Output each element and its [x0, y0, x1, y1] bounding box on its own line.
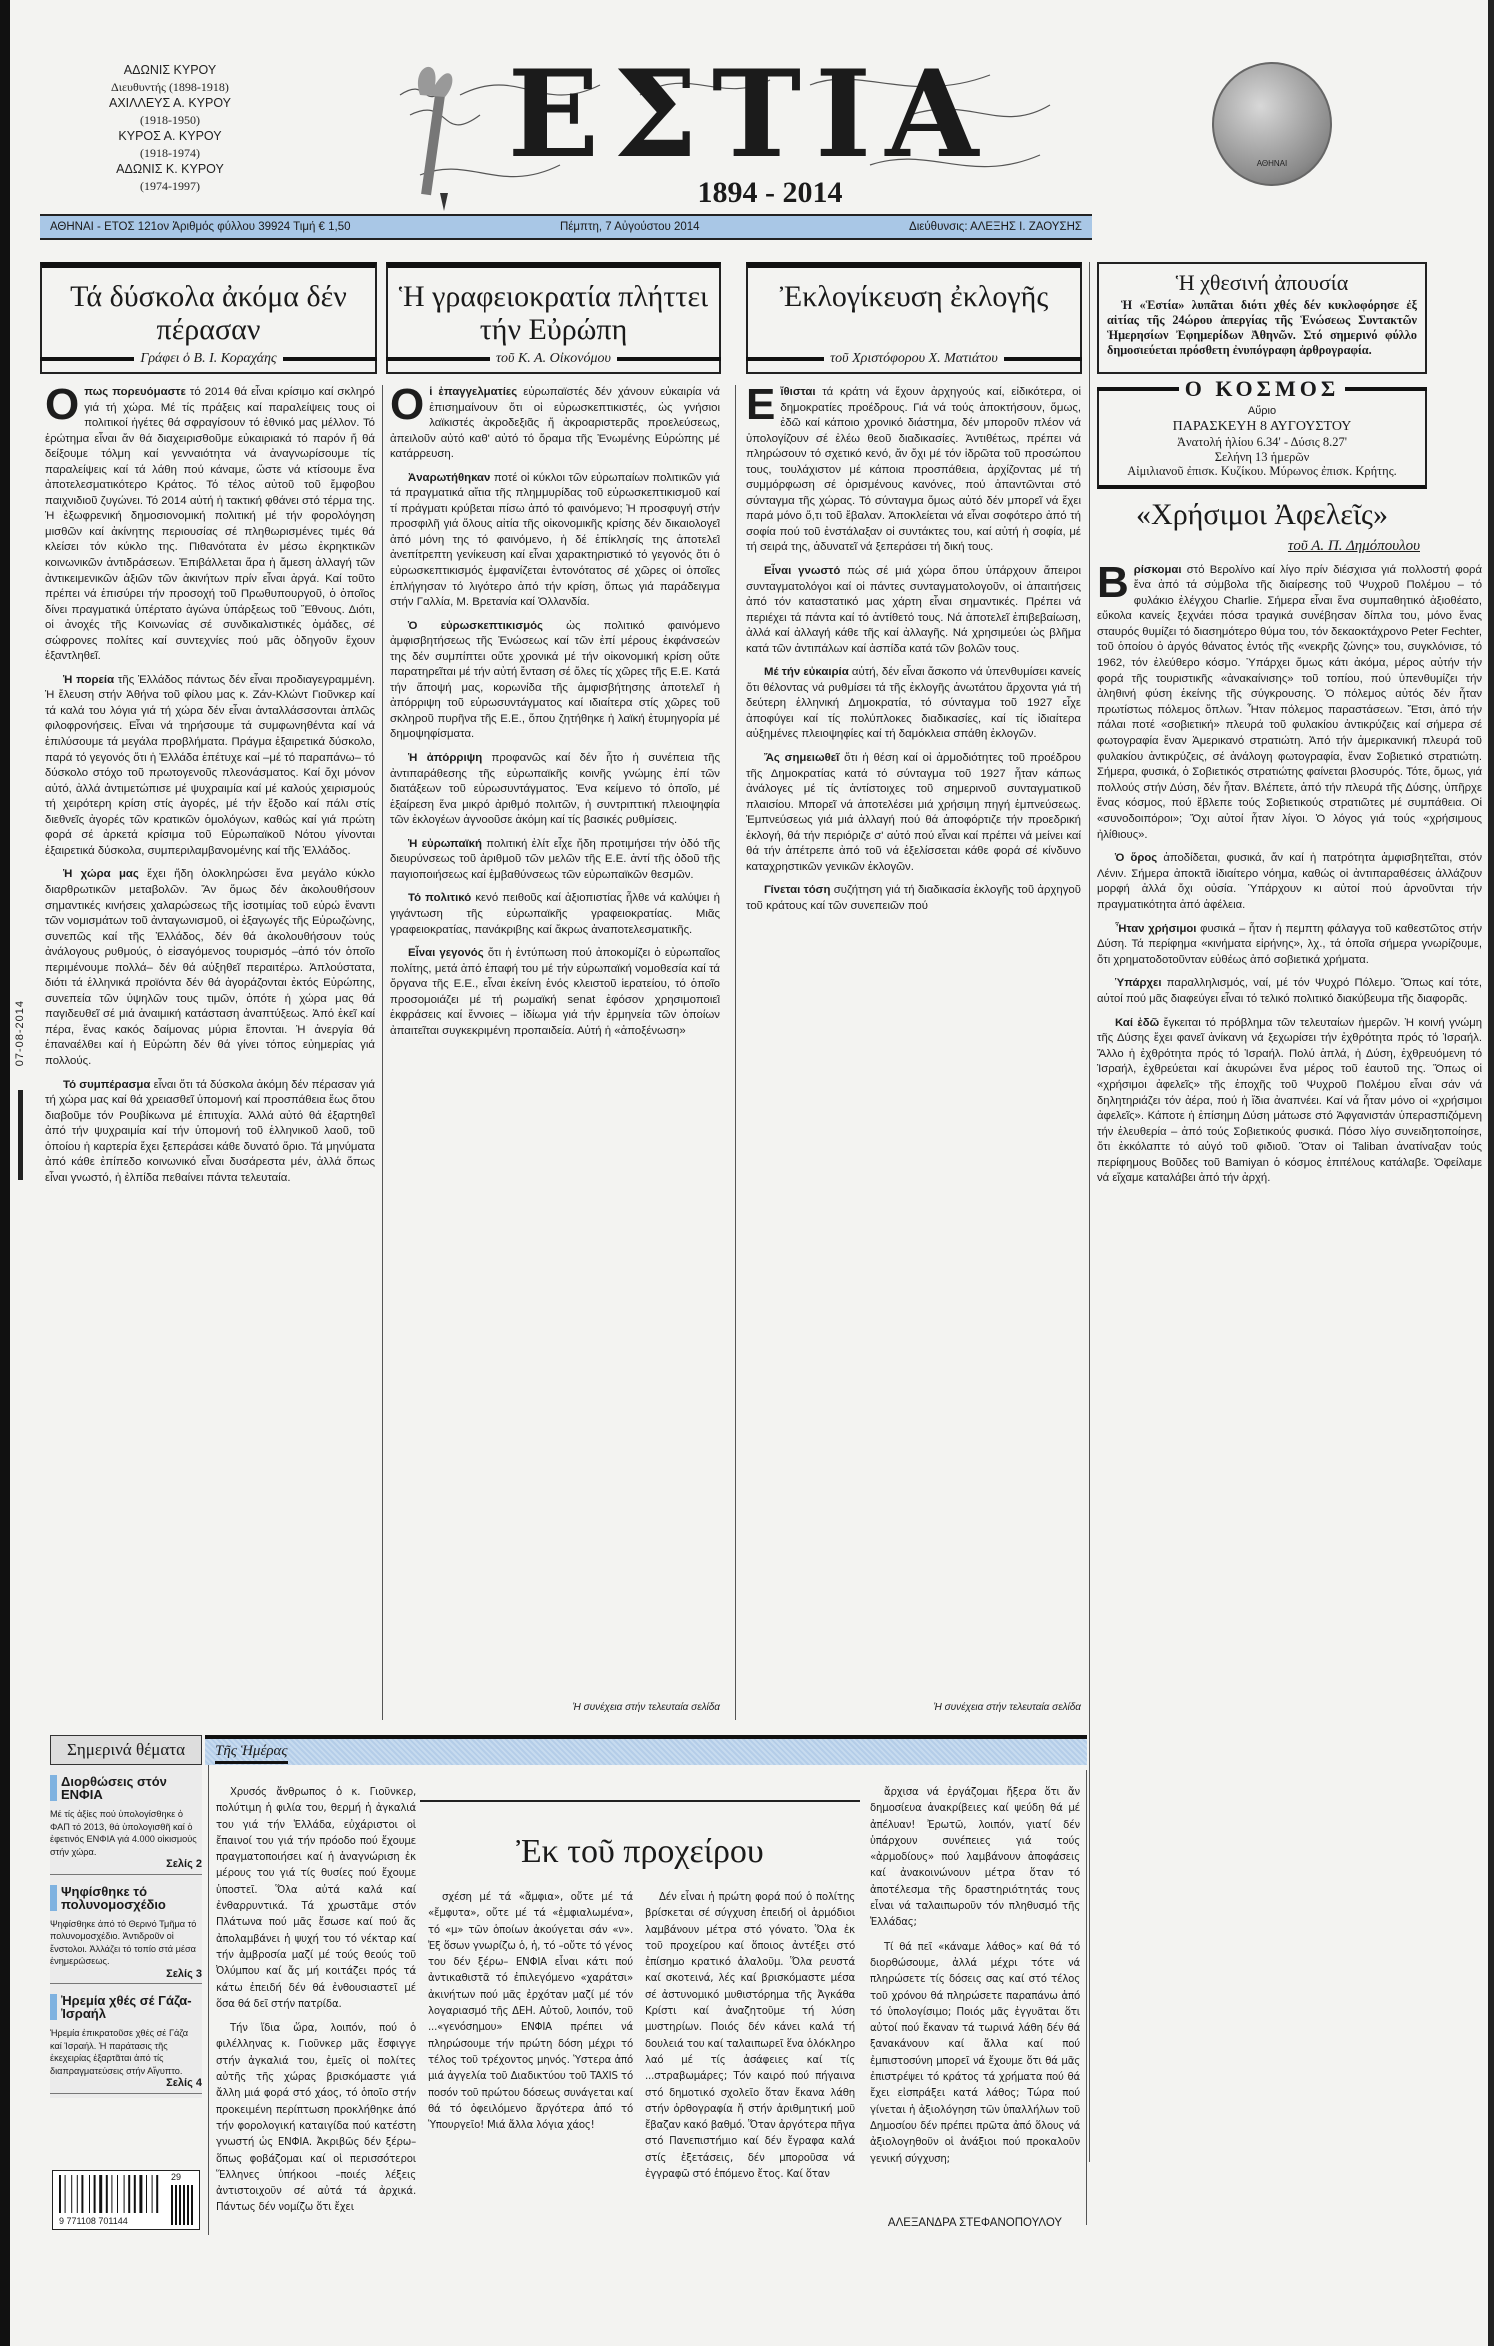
opinion-body: [1097, 563, 1482, 2156]
paragraph: Δέν εἶναι ἡ πρώτη φορά πού ὁ πολίτης βρίσκεται σέ σύγχυση ἐπειδή οἱ ἁρμόδιοι λαμβάνουν μέτρα στό γόνατο. Ὅλα ἐκ τοῦ προχείρου καί ὅποιος ἀντέξει στό ἐπίσημο κρατικό ἀλαλοῦμ. Ὅλα ρευστά καί σκοτεινά, λές καί βρισκόμαστε μέσα σέ ἀστυνομικό μυθιστόρημα τῆς Ἀγκάθα Κρίστι καί ἀναζητοῦμε τή λύση μυστηρίων. Ποιός δέν κάνει καλά τή δουλειά του καί ταλαιπωρεῖ ἕνα ὁλόκληρο λαό μέ τίς ἀσάφειες καί τίς ...στραβωμάρες; Τόν καιρό πού πήγαινα στό δημοτικό σχολεῖο ὅταν ἔκανα λάθη στήν ὀρθογραφία ἤ στήν ἀριθμητική μοῦ ἔβαζαν κακό βαθμό. Ὅταν ἀργότερα πῆγα στό Πανεπιστήμιο καί δέν ἔγραφα καλά στίς ἐξετάσεις, δέν μποροῦσα νά ἐγγραφῶ στό ἑπόμενο ἔτος. Καί ὅταν: [645, 1892, 855, 2181]
notice-text: Ἡ «Ἑστία» λυπᾶται διότι χθές δέν κυκλοφόρησε ἐξ αἰτίας τῆς 24ώρου ἀπεργίας τῆς Ἑνώσεως Συντακτῶν Ἡμερησίων Ἐφημερίδων Ἀθηνῶν. Στό σημερινό φύλλο δημοσιεύεται πρόσθετη ἐνυπόγραφη ἀρθρογραφία.: [1107, 298, 1417, 357]
paragraph-lead: Εἶναι γεγονός: [408, 947, 484, 960]
article-byline: Γράφει ὁ Β. Ι. Κοραχάης: [140, 351, 277, 366]
topic-page-ref: Σελίς 4: [166, 2077, 202, 2089]
paragraph: [390, 946, 720, 1039]
paragraph-lead: Ὑπάρχει: [1115, 977, 1162, 990]
article-body: [390, 385, 720, 1691]
opinion-byline: τοῦ Α. Π. Δημόπουλου: [1287, 537, 1420, 554]
article-headline: Ἐκλογίκευση ἐκλογῆς: [779, 280, 1049, 313]
title-rule: [420, 1800, 860, 1802]
director-years: (1974-1997): [140, 178, 200, 193]
paragraph: Χρυσός ἄνθρωπος ὁ κ. Γιοῦνκερ, πολύτιμη ἡ φιλία του, θερμή ἡ ἀγκαλιά του γιά τήν Ἑλλάδα, εὐχάριστοι οἱ ἔπαινοί του γιά τήν πρόοδο πού ἔχουμε πραγματοποιήσει καί ἡ ἀναγνώριση ἐκ μέρους του γιά τίς θυσίες πού ἔχουμε ὑποστεῖ. Ὅλα αὐτά καλά καί ἐνθαρρυντικά. Τά χρωστᾶμε στόν Πλάτωνα πού μᾶς ἔσωσε καί πού ἄς ἀπολαμβάνει ἡ ψυχή του τό νέκταρ καί τήν ἀμβροσία μαζί μέ τούς θεούς τοῦ Ὀλύμπου καί ἄς μή κοιτάζει πρός τά κάτω ἐπειδή δέν θά ἐνθουσιαστεῖ μέ ὅσα θά δεῖ στήν πατρίδα.: [216, 1787, 416, 2010]
paragraph-lead: Ἡ εὐρωπαϊκή: [408, 837, 482, 850]
paragraph-text: τῆς Ἑλλάδος πάντως δέν εἶναι προδιαγεγραμμένη. Ἡ ἔλευση στήν Ἀθήνα τοῦ φίλου μας κ. Ζάν-Κλώντ Γιοῦνκερ καί τά καλά του λόγια γιά τή χώρα δέν εἶναι ἀνταλλάσσονται ἁπλῶς φιλοφρονήσεις. Εἶναι νά τηρήσουμε τά συμφωνηθέντα καί νά ἐπιλύσουμε τά μεγάλα προβλήματα. Πράγμα ἐξαιρετικά δύσκολο, παρά τό γεγονός ὅτι ἡ Ἑλλάδα ἐπέτυχε καί –μέ τό παραπάνω– τό δύσκολο στόχο τοῦ πρωτογενοῦς πλεονάσματος. Καί ὄχι μόνον αὐτό, ἀλλά ἀντιμετώπισε μέ ψυχραιμία καί μέ καλούς χειρισμούς τή χειρότερη κρίση στίς ἀγορές, μέ τήν ἔξοδο καί πάλι στίς διεθνεῖς ἀγορές τῶν κρατικῶν ὁμολόγων, καθώς καί γιά πρώτη φορά σέ ἀρκετά κρίσιμα τοῦ Εὐρωπαϊκοῦ Νότου γίνονται ἐξαιρετικά δύσκολα, συμπεριλαμβανομένης καί τῆς Ἑλλάδος.: [45, 673, 375, 857]
issue-date: Πέμπτη, 7 Αὐγούστου 2014: [559, 221, 700, 233]
director-name: ΑΔΩΝΙΣ ΚΥΡΟΥ: [123, 63, 217, 77]
paragraph: [390, 751, 720, 829]
director-name: ΑΧΙΛΛΕΥΣ Α. ΚΥΡΟΥ: [109, 96, 231, 110]
paragraph-lead: Ἡ πορεία: [63, 673, 115, 686]
paragraph-text: ἔγκειται τό πρόβλημα τῶν τελευταίων ἡμερῶν. Ἡ κοινή γνώμη τῆς Δύσης ἔχει φανεῖ ἀνίκανη νά ξεχωρίσει τήν ἐχθρότητα πρός τό Ἰσραήλ. Ἄλλο ἡ ἐχθρότητα πρός τό Ἰσραήλ. Πολύ ἁπλά, ἡ Δύση, ἐχθρευόμενη τό Ἰσραήλ, ἐχθρεύεται καί ἀκυρώνει ἕνα μέρος τοῦ ἑαυτοῦ της. Ὅπως οἱ «χρήσιμοι ἀφελεῖς» τῆς ἐποχῆς τοῦ Ψυχροῦ Πολέμου εἶναι σάν νά δηλητηριάζει τόν ἀέρα, πού ἡ ἴδια ἀναπνέει. Καί νά ἦταν μόνο οἱ «χρήσιμοι ἀφελεῖς». Κάποτε ἡ ἐπίσημη Δύση μάτωσε στό Ἀφγανιστάν ὑπερασπιζόμενη τήν ἐλευθερία – ἀπό τούς Σοβιετικούς φυσικά. Πόσο λίγο συνειδητοποίησε, ὅτι ἐκκόλαπτε τό αὐγό τοῦ φιδιοῦ. Ὅταν οἱ Taliban ἀνατίναξαν τούς περίφημους Βοῦδες τοῦ Bamiyan ὁ κόσμος ἐπιτέλους κατάλαβε. Ὀφείλαμε νά εἴχαμε καταλάβει ἀπό τήν ἀρχή.: [1097, 1016, 1482, 1185]
article-byline: τοῦ Χριστόφορου Χ. Ματιάτου: [830, 351, 998, 366]
almanac-title: Ο ΚΟΣΜΟΣ: [1179, 376, 1346, 402]
barcode-number: 9 771108 701144: [59, 2216, 128, 2226]
continued-note: Ἡ συνέχεια στήν τελευταία σελίδα: [572, 1702, 720, 1713]
director-years: Διευθυντής (1898-1918): [111, 79, 229, 94]
paragraph: [1097, 922, 1482, 969]
topics-title: Σημερινά θέματα: [50, 1735, 202, 1765]
opinion-headline: «Χρήσιμοι Ἀφελεῖς»: [1136, 497, 1388, 531]
paragraph: [390, 385, 720, 463]
paragraph: [45, 385, 375, 665]
headline-box: [40, 262, 377, 374]
paragraph-lead: Γίνεται τόση: [764, 884, 831, 897]
newspaper-logo: [390, 44, 1070, 211]
anniversary-years: 1894 - 2014: [697, 176, 843, 209]
paragraph: [45, 867, 375, 1069]
paragraph-text: συζήτηση γιά τή διαδικασία ἐκλογῆς τοῦ ἀρχηγοῦ τοῦ κράτους καί τῶν συνεπειῶν πού: [746, 884, 1081, 912]
director-years: (1918-1950): [140, 112, 200, 127]
drop-cap: Β: [1097, 562, 1129, 607]
drop-cap: Ε: [746, 385, 776, 429]
headline-box: [746, 262, 1082, 374]
column-text: [216, 1785, 416, 2255]
saints-of-day: Αἰμιλιανοῦ ἐπισκ. Κυζίκου. Μύρωνος ἐπισκ. Κρήτης.: [1127, 464, 1397, 478]
barcode-bar: [179, 2185, 181, 2225]
paragraph-lead: Ἀναρωτήθηκαν: [408, 471, 491, 484]
emblem-text: ΑΘΗΝΑΙ: [1256, 159, 1288, 168]
barcode-bar: [191, 2185, 193, 2225]
paragraph-lead: Ἄς σημειωθεῖ: [764, 752, 840, 765]
almanac-day: ΠΑΡΑΣΚΕΥΗ 8 ΑΥΓΟΥΣΤΟΥ: [1172, 419, 1352, 434]
topic-item: [50, 1885, 202, 1985]
paragraph: [746, 385, 1081, 556]
paragraph: [1097, 851, 1482, 913]
column-text: [428, 1890, 633, 2260]
drop-cap: Ο: [390, 385, 425, 429]
paragraph-text: εὐρωπαϊστές δέν χάνουν εὐκαιρία νά ἐπισημαίνουν ὅτι οἱ εὐρωσκεπτικιστές, ὡς γνήσιοι λαϊκιστές ἀκροδεξιᾶς ἤ ἀκροαριστερᾶς προελεύσεως, ἀπειλοῦν αὐτό καθ' αὐτό τό ὅραμα τῆς Ἑνωμένης Εὐρώπης μέ κατάρρευση.: [390, 386, 720, 461]
paragraph-text: προφανῶς καί δέν ἦτο ἡ συνέπεια τῆς ἀντιπαράθεσης τῆς εὐρωπαϊκῆς κοινῆς γνώμης ἐπί τῶν διατάξεων τοῦ εὐρωσυντάγματος. Ἐνα κείμενο τό ὁποῖο, μέ ἐξαίρεση ἕνα μικρό ἀριθμό πολιτῶν, ἡ συντριπτική πλειοψηφία τῶν ἐκλογέων ἀγνοοῦσε ἀκόμη καί τίς βασικές ρυθμίσεις.: [390, 752, 720, 827]
barcode-bar: [134, 2175, 136, 2213]
barcode-bar: [183, 2185, 185, 2225]
paragraph-lead: πως πορευόμαστε: [84, 386, 186, 398]
barcode-bar: [77, 2175, 78, 2213]
headline-box: [386, 262, 721, 374]
paragraph: Τήν ἴδια ὥρα, λοιπόν, πού ὁ φιλέλληνας κ. Γιοῦνκερ μᾶς ἔσφιγγε στήν ἀγκαλιά του, ἐμεῖς οἱ πολίτες αὐτῆς τῆς χώρας βρισκόμαστε γιά ἄλλη μιά φορά στό χάος, τό ὁποῖο στήν προκειμένη περίπτωση προκλήθηκε ἀπό τήν φορολογική καταιγίδα πού κατέστη γνωστή ὡς ΕΝΦΙΑ. Ἀκριβῶς δέν ξέρω– ὅπως φοβάζομαι καί οἱ περισσότεροι Ἕλληνες ὑπήκοοι –ποιές λέξεις ἀντιστοιχοῦν σέ αὐτά τά ἀρχικά. Πάντως δέν νομίζω ὅτι ἔχει: [216, 2023, 416, 2214]
issue-info: ΑΘΗΝΑΙ - ΕΤΟΣ 121ον Ἀριθμός φύλλου 39924 Τιμή € 1,50: [50, 221, 351, 233]
paragraph-lead: ρίσκομαι: [1133, 563, 1182, 576]
edge-marker: [18, 1090, 23, 1180]
column-title: Ἐκ τοῦ προχείρου: [516, 1833, 764, 1870]
paragraph-lead: Τό πολιτικό: [408, 892, 472, 905]
topic-item: [50, 1994, 202, 2094]
paragraph-lead: Ἡ ἀπόρριψη: [408, 752, 483, 765]
paragraph: [746, 665, 1081, 743]
barcode-bar: [152, 2175, 153, 2213]
paragraph: ἄρχισα νά ἐργάζομαι ἤξερα ὅτι ἄν δημοσίευα ἀνακρίβειες καί ψεύδη θά μέ ἀπέλυαν! Ἐρωτῶ, λοιπόν, γιατί δέν ὑπάρχουν συνέπειες γιά τούς «ἀρμοδίους» πού λαμβάνουν ἀποφάσεις καί ἀνακοινώνουν μέτρα ὅταν τό ἀποτέλεσμα τῆς δραστηριότητάς τους εἶναι νά ταλαιπωροῦν τόν πληθυσμό τῆς Ἑλλάδας;: [870, 1787, 1080, 1929]
topic-summary: Ψηφίσθηκε ἀπό τό Θερινό Τμῆμα τό πολυνομοσχέδιο. Ἀντιδροῦν οἱ ἔνστολοι. Ἀλλάζει τό τοπίο στά μέσα ἐνημερώσεως.: [50, 1918, 197, 1966]
director-line: Διεύθυνσις: ΑΛΕΞΗΣ Ι. ΖΑΟΥΣΗΣ: [909, 221, 1082, 233]
paragraph: [45, 673, 375, 860]
barcode-bar: [89, 2175, 90, 2213]
article-body: [45, 385, 375, 1720]
topic-title: Ἠρεμία χθές σέ Γάζα-Ἰσραήλ: [50, 1994, 202, 2020]
topic-item: [50, 1775, 202, 1875]
notice-box: [1097, 262, 1427, 374]
paragraph-text: αὐτή, δέν εἶναι ἄσκοπο νά ὑπενθυμίσει κανείς ὅτι θέλοντας νά ρυθμίσει τά τῆς ἐκλογῆς ἀνωτάτου ἄρχοντα γιά τή δεύτερη ἑλληνική Δημοκρατία, τό σύνταγμα τοῦ 1927 εἶχε ἀποφύγει καί τίς πολύπλοκες διαδικασίες, καί τίς ἰδιαίτερα αὐξημένες πλειοψηφίες καί τή δαμόκλεια σπάθη ἐκλογῶν.: [746, 666, 1081, 741]
paragraph-text: φυσικά – ἦταν ἡ πεμπτη φάλαγγα τοῦ καθεστῶτος στήν Δύση. Τά περίφημα «κινήματα εἰρήνης», λχ., τά ὁποῖα σήμερα γνωρίζουμε, ὅτι χρηματοδοτοῦνταν εὐθέως ἀπό σοβιετικά χρήματα.: [1097, 922, 1482, 966]
paragraph-text: πώς σέ μιά χώρα ὅπου ὑπάρχουν ἄπειροι συνταγματολόγοι καί οἱ πάντες συνταγματολογοῦν, οἱ ἀπαιτήσεις ἀπό τόν καταστατικό μας χάρτη εἶναι σημαντικές. Πρέπει νά περιέχει τά πάντα καί τό ἀντίθετό τους. Νά ἀποτελεῖ ἐπιβεβαίωση, ἀλλά καί ἀλλαγή κάθε τῆς καί ἀλλαγῆς. Νά χρησιμεύει ὡς βλῆμα κατά τῶν ἀντιπάλων καί ἀσπίδα κατά τῶν βολῶν τους.: [746, 565, 1081, 655]
paragraph: σχέση μέ τά «ἄμφια», οὔτε μέ τά «ἔμφυτα», οὔτε μέ τά «ἐμφιαλωμένα», τό «μ» τῶν ὁποίων ἀκούγεται σάν «ν». Ἐξ ὅσων γνωρίζω ὁ, ἡ, τό –οὔτε τό γένος του δέν ξέρω– ΕΝΦΙΑ εἶναι κάτι πού ἀντικαθιστᾶ τό ἐπιλεγόμενο «χαράτσι» ἀκινήτων πού μᾶς ἐρχόταν μαζί μέ τόν λογαριασμό τῆς ΔΕΗ. Αὐτοῦ, λοιπόν, τοῦ ...«γενόσημου» ΕΝΦΙΑ πρέπει νά πληρώσουμε τήν πρώτη δόση μέχρι τό τέλος τοῦ τρέχοντος μηνός. Ὑστερα ἀπό μιά ἀγγελία τοῦ Διαδικτύου τοῦ TAXIS τό ποσόν τοῦ πρώτου δόσεως συνάγεται καί θά τό ὀφειλόμενο ἄργότερα ἀπό τό Ὑπουργεῖο! Μιά ἄλλα λόγια χάος!: [428, 1892, 633, 2132]
barcode-bar: [65, 2175, 66, 2213]
paragraph-lead: Ὁ ὅρος: [1115, 852, 1158, 865]
paragraph-lead: Μέ τήν εὐκαιρία: [764, 666, 849, 679]
paragraph-lead: Ἦταν χρήσιμοι: [1115, 922, 1197, 935]
paragraph-lead: Ὁ εὐρωσκεπτικισμός: [408, 619, 543, 632]
dateline-bar: [40, 214, 1092, 240]
paragraph-text: ποτέ οἱ κύκλοι τῶν εὐρωπαίων πολιτικῶν γιά τά πραγματικά αἴτια τῆς πλημμυρίδας τοῦ εὐρωσκεπτικισμοῦ καί τί πράγματι κρύβεται πίσω ἀπό τό φαινόμενο; Ἡ προσφυγή στήν προσφιλῆ γιά ὅλους αἰτία τῆς οἰκονομικῆς κρίσης δέν δικαιολογεῖ ἀπό μόνη της τό φαινόμενο, ἡ δέ ἐπίκλησίς της ἀποτελεῖ ἀνεπίτρεπτη γενίκευση καί εἶναι χαρακτηριστικό τό γεγονός ὅτι ὁ εὐρωσκεπτικισμός ἐμφανίζεται ἐντονότατος σέ χῶρες οἱ ὁποῖες ἐπλήγησαν τό λιγότερο ἀπό τήν κρίση, ὅπως γιά παράδειγμα στήν Γαλλία, Μ. Βρετανία καί Ὀλλανδία.: [390, 471, 720, 609]
paragraph-text: κενό πειθοῦς καί ἀξιοπιστίας ἦλθε νά καλύψει ἡ γιγάντωση τῆς εὐρωπαϊκῆς γραφειοκρατίας. Μιᾶς γραφειοκρατίας, πανάκριβης καί ἄκρως ἀναποτελεσματικῆς.: [390, 892, 720, 936]
barcode-bar: [139, 2175, 142, 2213]
column-band: [205, 1735, 1087, 1765]
director-name: ΚΥΡΟΣ Α. ΚΥΡΟΥ: [118, 129, 222, 143]
notice-title: Ἡ χθεσινή ἀπουσία: [1175, 270, 1349, 295]
barcode: [52, 2170, 200, 2230]
director-years: (1918-1974): [140, 145, 200, 160]
barcode-bar: [175, 2185, 177, 2225]
paragraph-lead: ἱ ἐπαγγελματίες: [429, 386, 518, 398]
barcode-bar: [81, 2175, 83, 2213]
article-headline: Τά δύσκολα ἀκόμα δέν πέρασαν: [70, 280, 347, 346]
almanac-tomorrow: Αὔριο: [1247, 405, 1277, 417]
paragraph: [1097, 563, 1482, 844]
paragraph-lead: Ἡ χώρα μας: [63, 868, 139, 881]
drop-cap: Ο: [45, 385, 80, 429]
moon-phase: Σελήνη 13 ἡμερῶν: [1214, 449, 1310, 464]
barcode-bar: [124, 2175, 125, 2213]
paragraph: [45, 1078, 375, 1187]
page-edge: [0, 0, 10, 2346]
page-edge: [1488, 0, 1494, 2346]
paragraph: [1097, 1016, 1482, 1188]
paragraph: [746, 883, 1081, 914]
issue-number: 29: [171, 2172, 182, 2182]
barcode-bar: [94, 2175, 96, 2213]
paragraph: [746, 751, 1081, 875]
paragraph-text: παραλληλισμός, ναί, μέ τόν Ψυχρό Πόλεμο. Ὅπως καί τότε, αὐτοί πού μᾶς διαφεύγει εἶναι τό τελικό πολιτικό διακύβευμα τῆς διαφορᾶς.: [1097, 977, 1482, 1005]
column-text: [645, 1890, 855, 2260]
column-signature: ΑΛΕΞΑΝΔΡΑ ΣΤΕΦΑΝΟΠΟΥΛΟΥ: [887, 2217, 1063, 2229]
paragraph-lead: ἴθισται: [780, 386, 816, 398]
todays-topics-sidebar: [50, 1735, 202, 2098]
barcode-bar: [106, 2175, 108, 2213]
barcode-bar: [146, 2175, 147, 2213]
paragraph-text: ἔχει ἤδη ὁλοκληρώσει ἕνα μεγάλο κύκλο διαρθρωτικῶν μεταβολῶν. Ἄν ὅμως δέν ἀκολουθήσουν σημαντικές κινήσεις χαλαρώσεως τῆς ἰσοτιμίας τοῦ εὐρώ ἔναντι τῶν νομισμάτων τοῦ ἀνταγωνισμοῦ, οἱ ἐξαγωγές τῆς Εὐρωζώνης, συνεπῶς καί τῆς Ἑλλάδος, δέν θά ἀκολουθήσουν τούς ἀνάλογους ρυθμούς, ὁ εἰσαγόμενος τουρισμός –ἀπό τόν ὁποῖο περιμένουμε πολλά– δέν θά αὐξηθεῖ περαιτέρω. Ἁπλούστατα, διότι τά ἑλληνικά προϊόντα δέν θά ἀγοράζονται ἐκτός Εὐρώπης, συνεπεία τῶν ὑψηλῶν τους τιμῶν, ὁπότε ἡ χώρα μας θά παγιδευθεῖ σέ μιά ἀναιμική κατάσταση ἀναπτύξεως. Ἀπό ἐκεῖ καί πέρα, ἕνας κακός δαίμονας μύρια ἕπονται. Ἡ ἀνεργία θά ἐπαναέλθει καί ἡ Εὐρώπη δέν θά γίνει τόπος εὐημερίας γιά πολλούς.: [45, 868, 375, 1067]
column-text: [870, 1785, 1080, 2209]
director-name: ΑΔΩΝΙΣ Κ. ΚΥΡΟΥ: [116, 162, 224, 176]
founders-list: [70, 62, 270, 194]
paragraph: [390, 837, 720, 884]
barcode-bar: [171, 2185, 173, 2225]
barcode-bar: [71, 2175, 72, 2213]
paragraph-text: εἶναι ὅτι τά δύσκολα ἀκόμη δέν πέρασαν γιά τή χώρα μας καί θά χρειασθεῖ ὑπομονή καί προσπάθεια ἕως ὅτου διαβοῦμε τόν Ρουβίκωνα μέ ἐπιτυχία. Ἀλλά αὐτό θά ἐξαρτηθεῖ ἀπό τήν ψυχραιμία καί τήν ὑπομονή τοῦ ἑλληνικοῦ λαοῦ, τοῦ ὁποίου ἡ καρτερία ἔχει ξεπεράσει κάθε δυνατό ὅριο. Τά μηνύματα ἀπό κάθε ἐπίπεδο κοινωνικό εἶναι δυσάρεστα μέν, ἀλλά ὅπως εἶναι γνωστό, ἡ ἐλπίδα πεθαίνει πάντα τελευταία.: [45, 1078, 375, 1184]
topic-page-ref: Σελίς 2: [166, 1858, 202, 1870]
topic-summary: Μέ τίς ἀξίες πού ὑπολογίσθηκε ὁ ΦΑΠ τό 2013, θά ὑπολογισθῆ καί ὁ ἐφετινός ΕΝΦΙΑ γιά 4.000 οἰκισμούς στήν χώρα.: [50, 1809, 197, 1857]
edition-date-marker: 07-08-2014: [14, 1000, 26, 1067]
band-title: Τῆς Ἡμέρας: [215, 1743, 288, 1764]
barcode-bar: [59, 2175, 61, 2213]
paragraph-text: ὅτι ἡ θέση καί οἱ ἁρμοδιότητες τοῦ προέδρου τῆς Δημοκρατίας κατά τό σύνταγμα τοῦ 1927 ἦταν κάπως ἀνάλογες μέ τίς ἀντίστοιχες τοῦ σημερινοῦ συνταγματικοῦ πλαισίου. Μπορεῖ νά ἀποτελέσει μιά χρήσιμη πηγή ἐμπνεύσεως. Ἐμπνεύσεως γιά μιά ἀλλαγή πού θά ἀποφόρτιζε τήν προεδρική ἐκλογή, θά τήν περιόριζε σ' αὐτό πού εἶναι καί πρέπει νά μείνει καί θά τήν ἀπέτρεπε ἀπό τοῦ νά ἐξελίσσεται κάθε φορά σέ κίνδυνο καταχρηστικῶν γενικῶν ἐκλογῶν.: [746, 752, 1081, 873]
paragraph-text: τό 2014 θά εἶναι κρίσιμο καί σκληρό γιά τή χώρα. Μέ τίς πράξεις καί παραλείψεις τους οἱ πολιτικοί ἡγέτες θά σφραγίσουν τό ἐθνικό μας μέλλον. Τό ἐρώτημα εἶναι ἄν θά διαχειρισθοῦμε εὐκαιριακά τό παρόν ἤ θά δείξουμε τόλμη καί γενναιότητα νά ἀναγνωρίσουμε τίς παραλείψεις καί τά λάθη πού κάναμε, ὥστε νά κτίσουμε ἕνα ἀποτελεσματικότερο Κράτος. Τό τέλος αὐτοῦ τοῦ ἔμφοβου παιχνιδιοῦ ζυγώνει. Τό 2014 αὐτή ἡ τακτική φθάνει στό τέρμα της. Ἡ ἐξωφρενική δημοσιονομική πολιτική μέ τήν φορολόγηση μισθῶν καί ἀκίνητης περιουσίας σέ πληθωρισμένες τιμές θά κλείσει τόν κύκλο της. Πιθανότατα ἐν μέσω ἐκρηκτικῶν κοινωνικῶν ἀντιδράσεων. Ἐπιβάλλεται ἄρα ἡ ἄμεση ἀλλαγή τῶν ἀντικειμενικῶν ἀξιῶν τῶν ἀκινήτων πρίν εἶναι ἀργά. Καί τοῦτο πρέπει νά ἐπισύρει τήν προσοχή τοῦ Πρωθυπουργοῦ, ὁ ὁποῖος δίνει πραγματικά ὑπέρτατο ἀγώνα ὑπάρξεως τοῦ Ἔθνους. Διότι, οἱ ἀνοχές τῆς Κοινωνίας σέ συνδικαλιστικές ὁμάδες, σέ σώφρονες πολίτες καί συντεχνίες πού μᾶς ὁδηγοῦν ἔχουν ἐξαντληθεῖ.: [45, 386, 375, 663]
article-byline: τοῦ Κ. Α. Οἰκονόμου: [496, 351, 611, 366]
paragraph: [390, 471, 720, 611]
continued-note: Ἡ συνέχεια στήν τελευταία σελίδα: [933, 1702, 1081, 1713]
topic-title: Ψηφίσθηκε τό πολυνομοσχέδιο: [50, 1885, 202, 1911]
paragraph: [390, 619, 720, 743]
barcode-bar: [111, 2175, 112, 2213]
paragraph-lead: Τό συμπέρασμα: [63, 1078, 151, 1091]
article-body: [746, 385, 1081, 1691]
barcode-bar: [156, 2175, 158, 2213]
paragraph-text: ὡς πολιτικό φαινόμενο ἀμφισβητήσεως τῆς Ἑνώσεως καί τῶν ἐπί μέρους ἐκφάνσεών της δέν συμπίπτει οὔτε χρονικά μέ τήν οἰκονομική κρίση οὔτε παρατηρεῖται μέ τήν αὐτή ἔνταση σέ ὅλες τίς χῶρες τῆς Ε.Ε. Κατά τήν ἄποψή μας, κορωνίδα τῆς ἀμφισβήτησης ἀποτελεῖ ἡ ἀπόρριψη τοῦ εὐρωσυντάγματος καί ιδιαίτερα στίς χῶρες τοῦ σκληροῦ πυρῆνα τῆς Ε.Ε., ὅπου ζητήθηκε ἡ λαϊκή ἐτυμηγορία μέ δημοψηφίσματα.: [390, 619, 720, 741]
barcode-bar: [187, 2185, 189, 2225]
topic-title: Διορθώσεις στόν ΕΝΦΙΑ: [50, 1775, 202, 1801]
paragraph-text: πολιτική ἐλίτ εἶχε ἤδη προτιμήσει τήν ὁδό τῆς διευρύνσεως τοῦ ἀριθμοῦ τῶν μελῶν τῆς Ε.Ε. ἀντί τῆς ὁδοῦ τῆς παγιοποιήσεως καί ἐμβαθύνσεως τῶν εὐρωπαϊκῶν θεσμῶν.: [390, 837, 720, 881]
paragraph: [1097, 976, 1482, 1007]
paragraph-text: τά κράτη νά ἔχουν ἀρχηγούς καί, εἰδικότερα, οἱ δημοκρατίες προέδρους. Γιά νά τούς ἀποκτήσουν, ὅμως, ἐδῶ καί κάποιο χρονικό διάστημα, δέν μποροῦν πλέον νά ὑπολογίζουν σέ ἐλέω θεοῦ διαδικασίες. Ἀντιθέτως, πρέπει νά πληρώσουν τό σχετικό κενό, ἄν ὄχι μέ τόν ἱδρῶτα τοῦ προσώπου τους, τουλάχιστον μέ κάποια προσπάθεια, ἀρχίζοντας μέ τή συμμόρφωση σέ ὁρισμένους κανόνες, πού ἀπαντῶνται στό σύνταγμα τῆς χώρας. Τό σύνταγμα ὅμως αὐτό δέν μπορεῖ νά ἔχει παρά μόνο ὅ,τι τοῦ ἔβαλαν. Ἀποκλείεται νά εἶναι σοφότερο ἀπό τή σοφία πού τοῦ ἐνστάλαξαν οἱ συντάκτες του, καί αὐτή ἡ σοφία, μέ τή σειρά της, ἀδυνατεῖ νά ξεπεράσει τή δική τους.: [746, 386, 1081, 554]
paragraph-lead: Καί ἐδῶ: [1115, 1016, 1160, 1029]
topic-summary: Ἠρεμία ἐπικρατοῦσε χθές σέ Γάζα καί Ἰσραήλ. Ἡ παράτασις τῆς ἐκεχειρίας ἐξαρτᾶται ἀπό τίς διαπραγματεύσεις στήν Αἴγυπτο.: [50, 2028, 189, 2076]
paragraph: [390, 891, 720, 938]
paragraph: [746, 564, 1081, 657]
topic-page-ref: Σελίς 3: [166, 1967, 202, 1980]
barcode-bar: [128, 2175, 130, 2213]
paragraph-text: ὅτι ἡ ἐντύπωση πού ἀποκομίζει ὁ εὐρωπαῖος πολίτης, μετά ἀπό ἐπαφή του μέ τήν εὐρωπαϊκή νομοθεσία καί τά ὄργανα τῆς Ε.Ε., εἶναι ἐκείνη ἑνός κλειστοῦ ἱερατείου, τό ὁποῖο προσομοιάζει μέ τή ρωμαϊκή senat ἐφόσον χρησιμοποιεῖ ἐκφράσεις καί ἔννοιες – ἰδίωμα γιά τήν ἑρμηνεία τῶν ὁποίων ἀπαιτεῖται συγκεκριμένη προπαιδεία. Αὐτή ἡ «ἀποξένωση»: [390, 947, 720, 1037]
paragraph: Τί θά πεῖ «κάναμε λάθος» καί θά τό διορθώσουμε, ἀλλά μέχρι τότε νά πληρώσετε τίς δόσεις σας καί στό τέλος τοῦ χρόνου θά πληρώσετε παραπάνω ἀπό τό ὑπολογίσιμο; Ποιός μᾶς ἐγγυᾶται ὅτι αὐτοί πού ἔκαναν τά τωρινά λάθη δέν θά ξανακάνουν καί ἄλλα καί πού ἐμπιστοσύνη μπορεῖ νά ἔχουμε ὅτι θά μᾶς ἐπιστρέψει τό κράτος τά χρήματα πού θά ἔχει εἰσπράξει κατά λάθος; Τώρα πού γίνεται ἡ ἀξιολόγηση τῶν ὑπαλλήλων τοῦ Δημοσίου δέν πρέπει πρῶτα ἀπό ὅλους νά ἀξιολογηθοῦν οἱ ἀνάξιοι πού προκαλοῦν γενική σύγχυση;: [870, 1941, 1080, 2165]
right-column: [1097, 262, 1487, 2155]
barcode-bar: [117, 2175, 118, 2213]
barcode-bar: [99, 2175, 102, 2213]
paragraph-lead: Εἶναι γνωστό: [764, 565, 841, 578]
athena-coin-emblem: [1212, 62, 1332, 186]
world-almanac-box: [1097, 376, 1427, 489]
paragraph-text: ἀποδίδεται, φυσικά, ἄν καί ἡ πατρότητα ἀμφισβητεῖται, στόν Λένιν. Σήμερα ἀποκτᾶ ἰδιαίτερο νόημα, καθώς οἱ ἀντιπαραθέσεις ἀλλάζουν μορφή ἀλλά ὄχι οὐσία. Ὑπάρχουν κι αὐτοί πού ἀρνοῦνται τήν πραγματικότητα ἀπό ἀφέλεια.: [1097, 852, 1482, 911]
logo-wordmark: ΕΣΤΙΑ: [507, 44, 993, 185]
article-headline: Ἡ γραφειοκρατία πλήττει τήν Εὐρώπη: [398, 280, 709, 346]
paragraph-text: στό Βερολίνο καί λίγο πρίν διέσχισα γιά πολλοστή φορά ἕνα ἀπό τά σύμβολα τῆς διαίρεσης τοῦ Ψυχροῦ Πολέμου – τό φυλάκιο ἐλέγχου Charlie. Σήμερα εἶναι ἕνα συμπαθητικό ἀξιοθέατο, εὔκολα κανείς ξεχνάει πόσα τραγικά συνέβησαν δίπλα του, μόνο ἕνας σταυρός θυμίζει τό διασημότερο θύμα του, τόν δεκαοκτάχρονο Peter Fechter, τοῦ ὁποίου ὁ ἀργός θάνατος ἐντός τῆς «νεκρῆς ζώνης» του, συγκλόνισε, τό 1962, τόν ἐλεύθερο κόσμο. Ὑπάρχει ὅμως κάτι ἀκόμα, μέρος αὐτήν τήν φορά τῆς τουριστικῆς «ἀνακαίνισης» τοῦ τοπίου, πού ὑπενθυμίζει τήν ἀληθινή φύση ἐκείνης τῆς σύγκρουσης. Ὁ πόλεμος αὐτός δέν ἦταν πρωτίστως πόλεμος ὅπλων. Ἦταν πόλεμος παραστάσεων. Ἔτσι, ἀπό τήν πάλαι ποτέ «σοβιετική» πλευρά τοῦ φυλακίου ἀντικρύζεις καί σήμερα σέ φωτογραφία ἕναν Ἀμερικανό στρατιώτη. Ἀπό τήν ἀμερικανική πλευρά τοῦ φυλακίου ἀντικρύζεις, σέ ἀνάλογη φωτογραφία, ἕναν Σοβιετικό στρατιώτη. Σήμερα, φυσικά, ὁ Σοβιετικός στρατιώτης φαίνεται βλοσυρός. Τότε, ὅμως, γιά πολλούς στήν Δύση, δέν ἦταν. Βλέπετε, ἀπό τήν πλευρά τῆς Δύσης, ὑπῆρχε ἕνας κόσμος, πού ἔβλεπε τούς Σοβιετικούς στρατιῶτες μέ συμπάθεια. Οἱ «συνοδοιπόροι»; Ὄχι αὐτοί ἦταν λίγοι. Ὁ λόγος γιά τούς «χρήσιμους ἠλίθιους».: [1097, 563, 1482, 841]
sunrise-sunset: Ἀνατολή ἡλίου 6.34' - Δύσις 8.27': [1176, 435, 1348, 449]
